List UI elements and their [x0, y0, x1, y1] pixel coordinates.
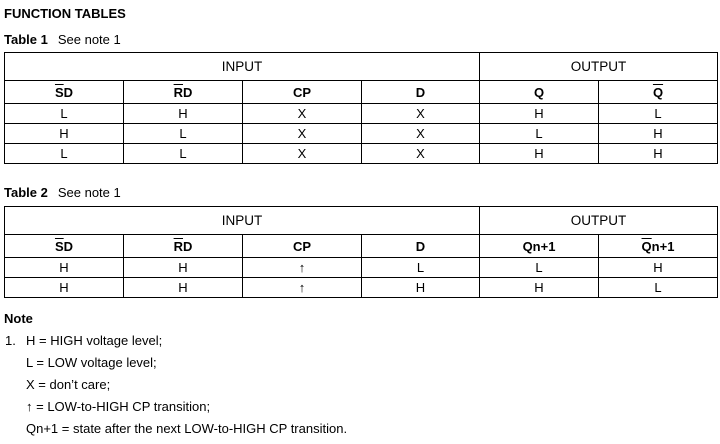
table-cell: H	[362, 278, 480, 298]
table-cell: L	[5, 104, 124, 124]
table-cell: L	[599, 104, 718, 124]
table-row	[5, 104, 718, 124]
table-cell: L	[480, 124, 599, 144]
note-line: X = don’t care;	[26, 377, 111, 392]
table-cell: H	[599, 124, 718, 144]
table1-col-d: D	[362, 81, 480, 104]
table-row	[5, 258, 718, 278]
table2-output-header: OUTPUT	[480, 207, 718, 235]
table2-col-rd: $\overline{R}D$	[124, 235, 243, 258]
table1-output-header: OUTPUT	[480, 53, 718, 81]
table1-input-header: INPUT	[5, 53, 480, 81]
table1-caption	[4, 32, 121, 47]
table-cell: L	[5, 144, 124, 164]
table1-note-ref: See note 1	[57, 32, 121, 47]
table1-col-sd: $\overline{S}D$	[5, 81, 124, 104]
table-cell: L	[124, 124, 243, 144]
note-line: L = LOW voltage level;	[26, 355, 157, 370]
table2-caption	[4, 185, 121, 200]
up-arrow-icon: ↑	[243, 258, 362, 278]
table-row	[5, 278, 718, 298]
table1-col-rd: $\overline{R}D$	[124, 81, 243, 104]
table-cell: X	[243, 144, 362, 164]
table-cell: X	[362, 124, 480, 144]
note-number: 1.	[5, 333, 16, 348]
function-table-1	[4, 52, 718, 164]
function-table-2	[4, 206, 718, 298]
note-line: Qn+1 = state after the next LOW-to-HIGH CP transition.	[26, 421, 348, 436]
table2-col-cp: CP	[243, 235, 362, 258]
table-cell: H	[599, 258, 718, 278]
table-cell: X	[362, 144, 480, 164]
table-row	[5, 144, 718, 164]
table2-input-header: INPUT	[5, 207, 480, 235]
table-cell: L	[124, 144, 243, 164]
table-cell: X	[243, 104, 362, 124]
up-arrow-icon: ↑	[243, 278, 362, 298]
table1-col-cp: CP	[243, 81, 362, 104]
note-heading: Note	[4, 311, 33, 326]
table2-col-qn1: Qn+1	[480, 235, 599, 258]
table-cell: X	[362, 104, 480, 124]
table2-col-qn1-bar: $\overline{Q}n+1$	[599, 235, 718, 258]
table-cell: H	[480, 278, 599, 298]
table-cell: H	[480, 104, 599, 124]
table-cell: H	[124, 104, 243, 124]
table-cell: H	[5, 258, 124, 278]
table2-label: Table 2	[4, 185, 48, 200]
table-cell: X	[243, 124, 362, 144]
table2-col-sd: $\overline{S}D$	[5, 235, 124, 258]
table1-col-q: Q	[480, 81, 599, 104]
page-title: FUNCTION TABLES	[4, 6, 126, 21]
table-cell: H	[5, 278, 124, 298]
table1-col-qbar: $\overline{Q}$	[599, 81, 718, 104]
table-cell: H	[124, 258, 243, 278]
table-cell: L	[599, 278, 718, 298]
note-line: ↑ = LOW-to-HIGH CP transition;	[26, 399, 211, 414]
table-cell: L	[362, 258, 480, 278]
note-line: H = HIGH voltage level;	[26, 333, 163, 348]
table-cell: L	[480, 258, 599, 278]
table2-note-ref: See note 1	[57, 185, 121, 200]
table-cell: H	[599, 144, 718, 164]
table2-col-d: D	[362, 235, 480, 258]
table-row	[5, 124, 718, 144]
table1-label: Table 1	[4, 32, 48, 47]
table-cell: H	[5, 124, 124, 144]
table-cell: H	[480, 144, 599, 164]
table-cell: H	[124, 278, 243, 298]
